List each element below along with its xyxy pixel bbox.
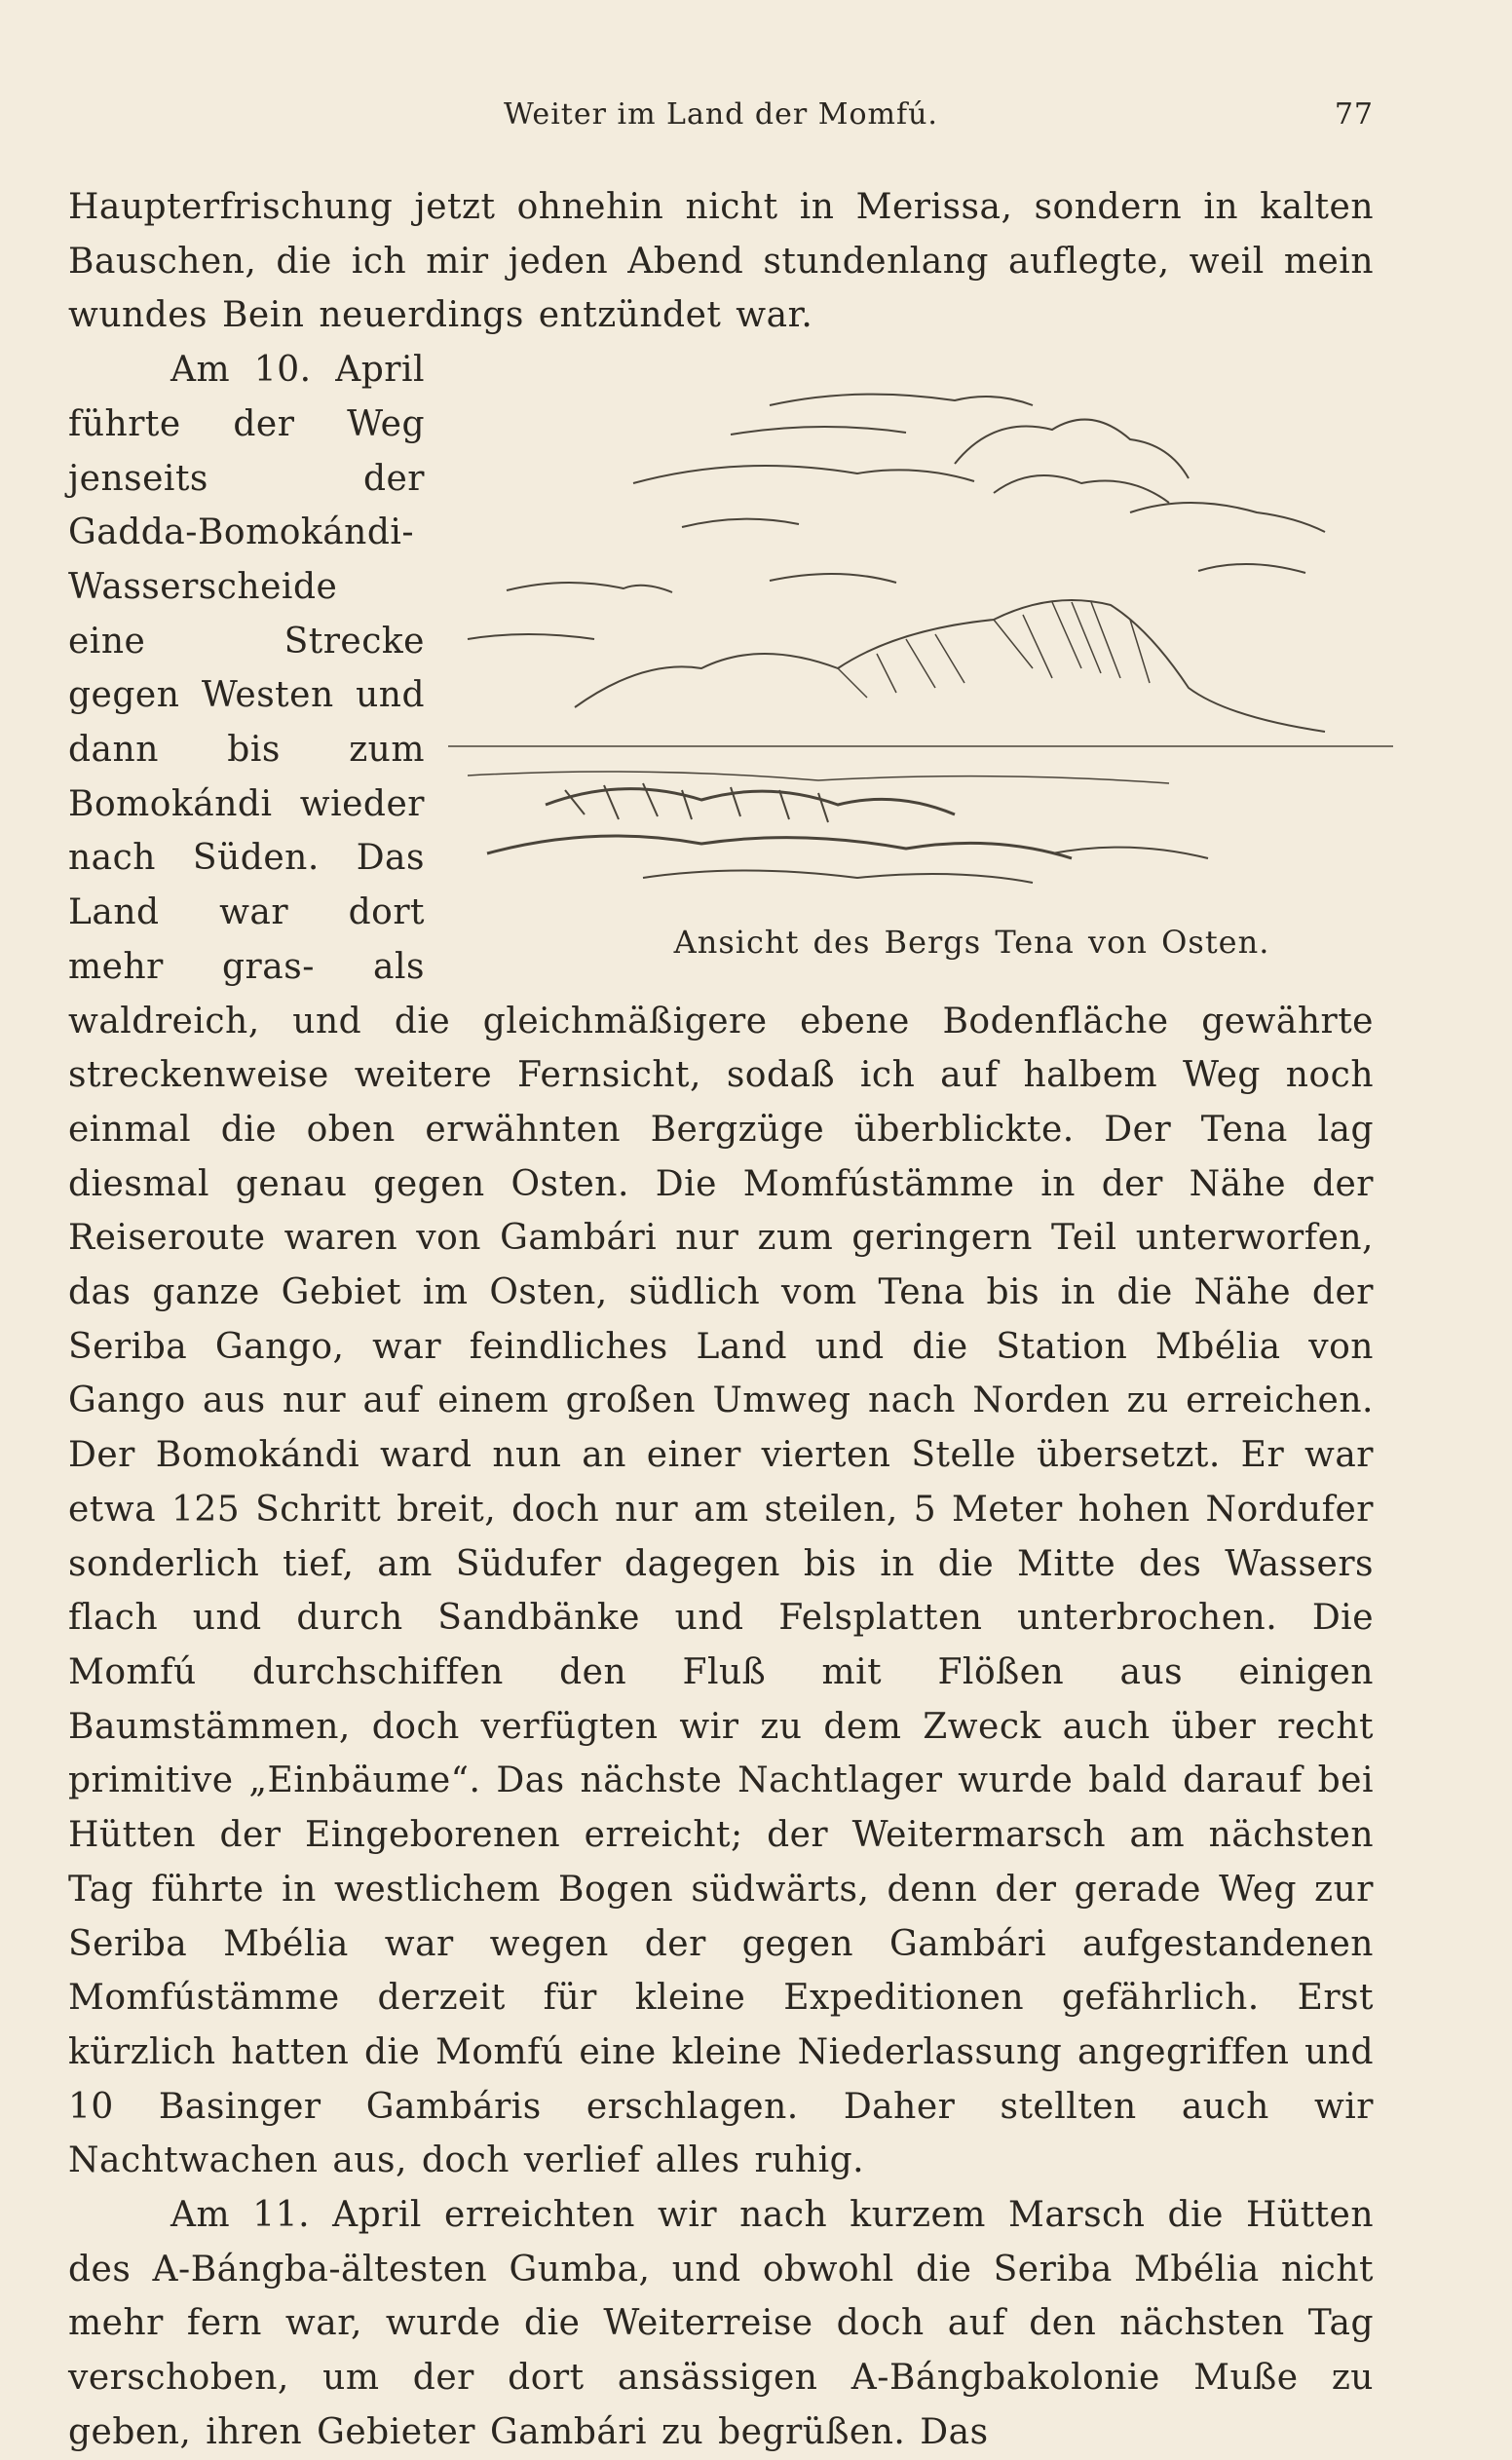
landscape-illustration (448, 347, 1393, 892)
figure-mount-tena (448, 347, 1393, 976)
paragraph-2 (68, 343, 1374, 2188)
page-number: 77 (1334, 97, 1374, 132)
paragraph-3: Am 11. April erreichten wir nach kurzem Marsch die Hütten des A-Bángba-ältesten Gumba, und obwohl die Seriba Mbélia nicht mehr fern war, wurde die Weiterreise doch auf den nächsten Tag verschoben, um der dort ansässigen A-Bángbakolonie Muße zu geben, ihren Gebieter Gambári zu begrüßen. Das (68, 2195, 1374, 2452)
running-title: Weiter im Land der Momfú. (504, 97, 938, 132)
running-header (68, 97, 1374, 136)
paragraph-1: Haupterfrischung jetzt ohnehin nicht in Merissa, sondern in kalten Bauschen, die ich mir jeden Abend stundenlang auflegte, weil mein wundes Bein neuerdings entzündet war. (68, 187, 1374, 336)
body-text (68, 180, 1374, 2460)
paragraph-2-text: Am 10. April führte der Weg jenseits der Gadda-Bomokándi-Wasserscheide eine Strecke gegen Westen und dann bis zum Bomokándi wieder nach Süden. Das Land war dort mehr gras- als waldreich, und die gleichmäßigere ebene Bodenfläche gewährte streckenweise weitere Fernsicht, sodaß ich auf halbem Weg noch einmal die oben erwähnten Bergzüge überblickte. Der Tena lag diesmal genau gegen Osten. Die Momfústämme in der Nähe der Reiseroute waren von Gambári nur zum geringern Teil unterworfen, das ganze Gebiet im Osten, südlich vom Tena bis in die Nähe der Seriba Gango, war feindliches Land und die Station Mbélia von Gango aus nur auf einem großen Umweg nach Norden zu erreichen. Der Bomokándi ward nun an einer vierten Stelle übersetzt. Er war etwa 125 Schritt breit, doch nur am steilen, 5 Meter hohen Nordufer sonderlich tief, am Südufer dagegen bis in die Mitte des Wassers flach und durch Sandbänke und Felsplatten unterbrochen. Die Momfú durchschiffen den Fluß mit Flößen aus einigen Baumstämmen, doch verfügten wir zu dem Zweck auch über recht primitive „Einbäume“. Das nächste Nachtlager wurde bald darauf bei Hütten der Eingeborenen erreicht; der Weitermarsch am nächsten Tag führte in westlichem Bogen südwärts, denn der gerade Weg zur Seriba Mbélia war wegen der gegen Gambári aufgestandenen Momfústämme derzeit für kleine Expeditionen gefährlich. Erst kürzlich hatten die Momfú eine kleine Niederlassung angegriffen und 10 Basinger Gambáris erschlagen. Daher stellten auch wir Nachtwachen aus, doch verlief alles ruhig. (68, 350, 1374, 2181)
figure-caption: Ansicht des Bergs Tena von Osten. (673, 924, 1270, 962)
